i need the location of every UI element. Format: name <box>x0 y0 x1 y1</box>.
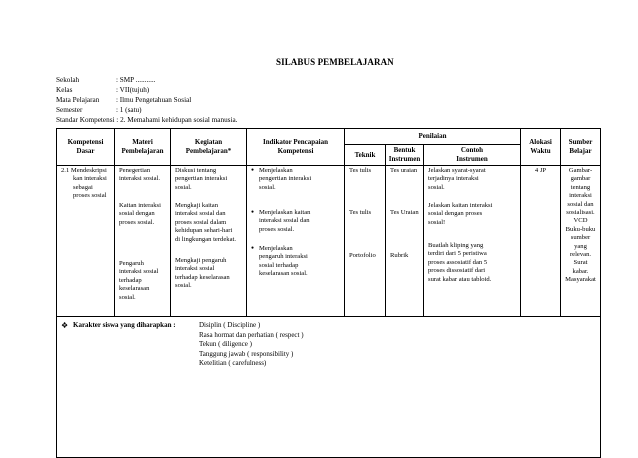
header-materi: Materi Pembelajaran <box>115 129 171 166</box>
page-title: SILABUS PEMBELAJARAN <box>276 57 394 67</box>
header-kompetensi-dasar: Kompetensi Dasar <box>57 129 115 166</box>
karakter-item: Tekun ( diligence ) <box>199 340 252 349</box>
diamond-bullet-icon: ❖ <box>61 321 69 330</box>
info-label: Kelas <box>56 86 73 94</box>
info-label: Semester <box>56 106 83 114</box>
contoh-item: Jelaskan kaitan interaksi sosial dengan proses sosial! <box>428 202 493 226</box>
header-contoh: Contoh Instrumen <box>424 145 521 166</box>
indikator-item: ● Menjelaskan kaitan interaksi sosial dan proses sosial. <box>251 209 340 234</box>
kegiatan-item: Diskusi tentang pengertian interaksi sosial. <box>175 167 228 191</box>
contoh-item: Buatlah kliping yang terdiri dari 5 peristiwa proses assosiatif dan 5 proses dissosiatif dari surat kabar atau tabloid. <box>428 242 492 283</box>
materi-item: Pengaruh interaksi sosial terhadap keselarasan sosial. <box>119 260 159 301</box>
info-block <box>56 75 356 117</box>
cell-kegiatan <box>171 166 247 317</box>
karakter-item: Rasa hormat dan perhatian ( respect ) <box>199 330 304 339</box>
info-label: Sekolah <box>56 76 80 84</box>
info-value: : SMP ........... <box>116 76 156 84</box>
standar-kompetensi: Standar Kompetensi : 2. Memahami kehidupan sosial manusia. <box>56 116 238 124</box>
kegiatan-item: Mengkaji kaitan interaksi sosial dan proses sosial dalam kehidupan sehari-hari di lingkungan terdekat. <box>175 202 236 243</box>
karakter-item: Ketelitian ( carefulness) <box>199 359 267 368</box>
info-label: Mata Pelajaran <box>56 96 100 104</box>
header-bentuk: Bentuk Instrumen <box>386 145 424 166</box>
materi-item: Kaitan interaksi sosial dengan proses sosial. <box>119 202 161 226</box>
syllabus-table <box>56 128 601 458</box>
cell-sumber: Gambar- gambar tentang interaksi sosial dan sosialisasi. VCD Buku-buku sumber yang relevan. Surat kabar. Masyarakat <box>561 166 601 317</box>
indikator-item: ● Menjelaskan pengertian interaksi sosial. <box>251 167 340 192</box>
karakter-item: Disiplin ( Discipline ) <box>199 321 261 329</box>
info-value: : VII(tujuh) <box>116 86 150 94</box>
indikator-item: ● Menjelaskan pengaruh interaksi sosial terhadap keselarasan sosial. <box>251 245 340 279</box>
karakter-item: Tanggung jawab ( responsibility ) <box>199 349 294 358</box>
header-teknik: Teknik <box>345 145 386 166</box>
header-kegiatan: Kegiatan Pembelajaran* <box>171 129 247 166</box>
header-sumber: Sumber Belajar <box>561 129 601 166</box>
materi-item: Penegertian interaksi sosial. <box>119 167 161 183</box>
info-value: : 1 (satu) <box>116 106 142 114</box>
info-value: : Ilmu Pengetahuan Sosial <box>116 96 192 104</box>
karakter-section <box>57 317 601 458</box>
header-indikator: Indikator Pencapaian Kompetensi <box>247 129 345 166</box>
cell-kompetensi-dasar: 2.1 Mendeskripsi kan interaksi sebagai proses sosial <box>57 166 115 317</box>
cell-contoh <box>424 166 521 317</box>
cell-alokasi: 4 JP <box>521 166 561 317</box>
cell-bentuk: Tes uraian Tes Uraian Rubrik <box>386 166 424 317</box>
karakter-label: Karakter siswa yang diharapkan : <box>73 321 176 329</box>
cell-teknik: Tes tulis Tes tulis Portofolio <box>345 166 386 317</box>
contoh-item: Jelaskan syarat-syarat terjadinya interaksi sosial. <box>428 167 486 191</box>
cell-indikator <box>247 166 345 317</box>
header-alokasi: Alokasi Waktu <box>521 129 561 166</box>
cell-materi <box>115 166 171 317</box>
karakter-list <box>199 321 304 369</box>
header-penilaian: Penilaian <box>345 129 521 145</box>
kegiatan-item: Mengkaji pengaruh interaksi sosial terhadap keselarasan sosial. <box>175 257 230 290</box>
